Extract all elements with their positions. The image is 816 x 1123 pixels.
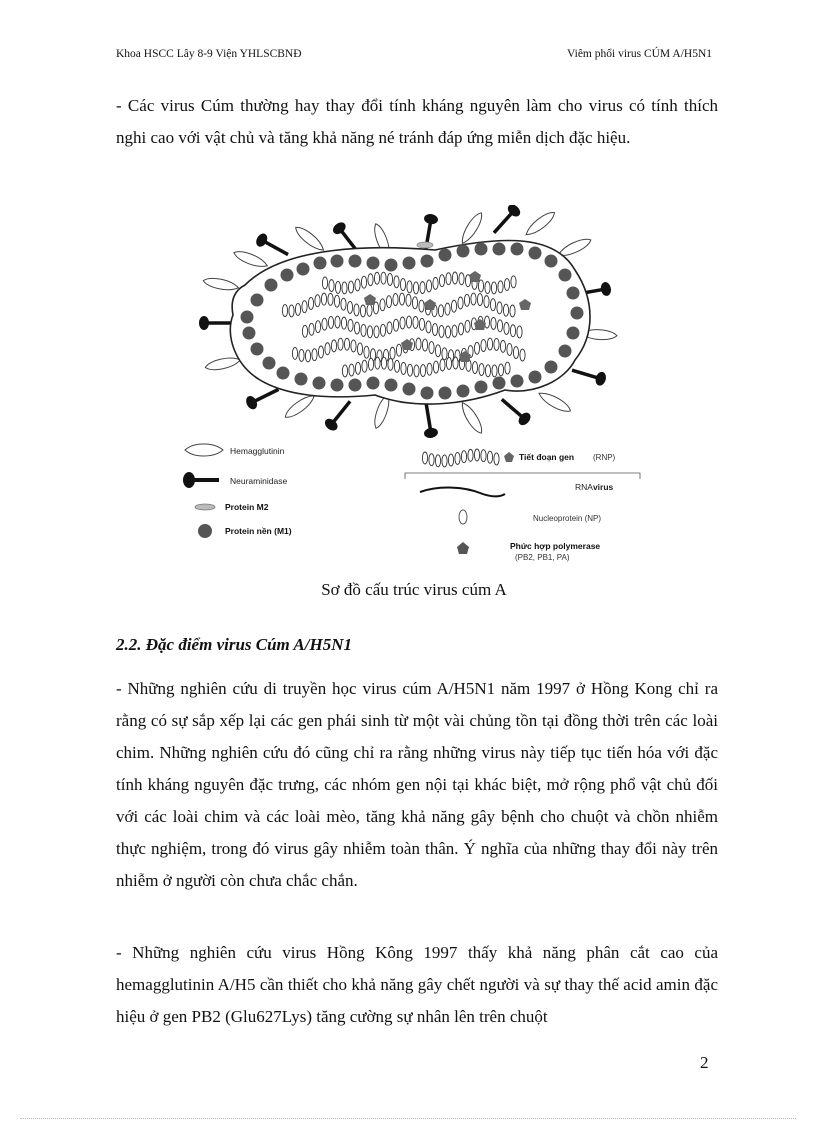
- protein-m1-dot: [281, 269, 294, 282]
- nucleoprotein-unit: [498, 364, 503, 376]
- protein-m1-dot: [403, 383, 416, 396]
- nucleoprotein-unit: [354, 304, 359, 316]
- nucleoprotein-unit: [374, 272, 379, 284]
- nucleoprotein-unit: [407, 364, 412, 376]
- protein-m1-dot: [331, 255, 344, 268]
- rna-strand-icon: [420, 488, 505, 497]
- legend-protein-m1: [198, 524, 292, 538]
- protein-m1-dot: [421, 255, 434, 268]
- polymerase-icon: [457, 542, 469, 554]
- nucleoprotein-unit: [368, 274, 373, 286]
- neuraminidase-spike: [199, 316, 234, 330]
- nucleoprotein-unit: [510, 325, 515, 337]
- protein-m1-dot: [349, 255, 362, 268]
- nucleoprotein-icon: [459, 510, 467, 524]
- nucleoprotein-unit: [429, 342, 434, 354]
- nucleoprotein-unit: [468, 449, 473, 461]
- nucleoprotein-unit: [295, 303, 300, 315]
- protein-m1-dot: [475, 243, 488, 256]
- nucleoprotein-unit: [504, 279, 509, 291]
- nucleoprotein-unit: [362, 360, 367, 372]
- nucleoprotein-unit: [429, 454, 434, 466]
- legend-neuraminidase-label: Neuraminidase: [230, 476, 288, 486]
- nucleoprotein-unit: [368, 358, 373, 370]
- hemagglutinin-spike: [202, 276, 239, 293]
- nucleoprotein-unit: [487, 451, 492, 463]
- nucleoprotein-unit: [442, 348, 447, 360]
- protein-m1-dot: [559, 269, 572, 282]
- nucleoprotein-unit: [445, 303, 450, 315]
- nucleoprotein-unit: [416, 338, 421, 350]
- nucleoprotein-unit: [335, 316, 340, 328]
- protein-m2-marker: [417, 242, 433, 248]
- paragraph-hongkong-1997: - Những nghiên cứu virus Hồng Kông 1997 thấy khả năng phân cắt cao của hemagglutinin A/H5 cần thiết cho khả năng gây chết người và sự thay thế acid amin đặc hiệu ở gen PB2 (Glu627Lys) tăng cường sự nhân lên trên chuột: [116, 943, 718, 1026]
- protein-m1-dot: [493, 377, 506, 390]
- nucleoprotein-unit: [305, 350, 310, 362]
- protein-m1-dot: [511, 375, 524, 388]
- nucleoprotein-unit: [361, 276, 366, 288]
- nucleoprotein-unit: [390, 347, 395, 359]
- nucleoprotein-unit: [442, 455, 447, 467]
- nucleoprotein-unit: [344, 338, 349, 350]
- protein-m1-dot: [367, 377, 380, 390]
- nucleoprotein-unit: [451, 300, 456, 312]
- legend-rnp-abbr: (RNP): [593, 453, 616, 462]
- nucleoprotein-unit: [432, 324, 437, 336]
- nucleoprotein-unit: [335, 281, 340, 293]
- nucleoprotein-unit: [427, 363, 432, 375]
- neuraminidase-spike: [419, 402, 438, 439]
- protein-m1-dot: [277, 367, 290, 380]
- nucleoprotein-unit: [419, 318, 424, 330]
- nucleoprotein-unit: [407, 281, 412, 293]
- nucleoprotein-unit: [357, 343, 362, 355]
- neuraminidase-icon: [183, 472, 219, 488]
- nucleoprotein-unit: [328, 293, 333, 305]
- legend-nucleoprotein-label: Nucleoprotein (NP): [533, 514, 602, 523]
- legend-polymerase-sub: (PB2, PB1, PA): [515, 553, 570, 562]
- figure-caption: Sơ đồ cấu trúc virus cúm A: [321, 580, 507, 599]
- nucleoprotein-unit: [292, 347, 297, 359]
- paragraph-intro: - Các virus Cúm thường hay thay đổi tính kháng nguyên làm cho virus có tính thích nghi cao với vật chủ và tăng khả năng né tránh đáp ứng miễn dịch đặc hiệu.: [116, 96, 718, 147]
- nucleoprotein-unit: [481, 450, 486, 462]
- protein-m1-dot: [251, 294, 264, 307]
- nucleoprotein-unit: [472, 362, 477, 374]
- rnp-polymerase-icon: [504, 452, 514, 462]
- protein-m1-dot: [545, 255, 558, 268]
- legend-neuraminidase: [183, 472, 287, 488]
- neuraminidase-spike: [497, 394, 533, 427]
- nucleoprotein-unit: [282, 305, 287, 317]
- nucleoprotein-unit: [394, 276, 399, 288]
- nucleoprotein-unit: [354, 322, 359, 334]
- nucleoprotein-unit: [471, 293, 476, 305]
- nucleoprotein-unit: [329, 280, 334, 292]
- legend-rna: [420, 482, 614, 497]
- nucleoprotein-unit: [413, 317, 418, 329]
- hemagglutinin-spike: [204, 355, 241, 372]
- nucleoprotein-unit: [452, 272, 457, 284]
- header-right-text: Viêm phổi virus CÚM A/H5N1: [567, 48, 712, 60]
- nucleoprotein-unit: [381, 272, 386, 284]
- neuraminidase-spike: [254, 232, 291, 261]
- nucleoprotein-unit: [453, 357, 458, 369]
- nucleoprotein-unit: [342, 282, 347, 294]
- legend-polymerase: [457, 541, 600, 562]
- nucleoprotein-unit: [401, 362, 406, 374]
- protein-m1-dot: [385, 259, 398, 272]
- protein-m1-dot: [403, 257, 416, 270]
- nucleoprotein-unit: [367, 326, 372, 338]
- nucleoprotein-unit: [504, 322, 509, 334]
- legend-rnp: [422, 449, 615, 467]
- nucleoprotein-unit: [481, 340, 486, 352]
- nucleoprotein-unit: [364, 346, 369, 358]
- nucleoprotein-unit: [458, 297, 463, 309]
- nucleoprotein-unit: [302, 301, 307, 313]
- page-number: 2: [700, 1053, 709, 1072]
- nucleoprotein-unit: [414, 365, 419, 377]
- protein-m1-dot: [567, 327, 580, 340]
- nucleoprotein-unit: [351, 340, 356, 352]
- nucleoprotein-unit: [422, 339, 427, 351]
- neuraminidase-spike: [489, 205, 523, 238]
- nucleoprotein-unit: [348, 281, 353, 293]
- nucleoprotein-unit: [308, 297, 313, 309]
- protein-m1-dot: [251, 343, 264, 356]
- nucleoprotein-unit: [477, 294, 482, 306]
- nucleoprotein-unit: [312, 349, 317, 361]
- neuraminidase-spike: [570, 363, 608, 386]
- nucleoprotein-unit: [513, 347, 518, 359]
- protein-m1-dot: [559, 345, 572, 358]
- protein-m1-dot: [265, 279, 278, 292]
- legend-rna-prefix: RNA: [575, 482, 593, 492]
- nucleoprotein-unit: [413, 282, 418, 294]
- nucleoprotein-unit: [497, 320, 502, 332]
- nucleoprotein-unit: [302, 325, 307, 337]
- protein-m1-dot: [457, 245, 470, 258]
- nucleoprotein-unit: [388, 358, 393, 370]
- legend-protein-m2: [195, 502, 269, 512]
- influenza-virus-diagram: [175, 205, 655, 580]
- nucleoprotein-unit: [328, 316, 333, 328]
- protein-m1-dot: [457, 385, 470, 398]
- nucleoprotein-unit: [331, 340, 336, 352]
- legend-nucleoprotein: [459, 510, 601, 524]
- nucleoprotein-unit: [511, 276, 516, 288]
- nucleoprotein-unit: [322, 277, 327, 289]
- nucleoprotein-unit: [341, 298, 346, 310]
- nucleoprotein-unit: [361, 324, 366, 336]
- protein-m1-dot: [475, 381, 488, 394]
- nucleoprotein-unit: [461, 451, 466, 463]
- hemagglutinin-icon: [185, 444, 223, 456]
- protein-m1-icon: [198, 524, 212, 538]
- nucleoprotein-unit: [289, 305, 294, 317]
- nucleoprotein-unit: [360, 305, 365, 317]
- nucleoprotein-unit: [347, 301, 352, 313]
- protein-m1-dot: [367, 257, 380, 270]
- nucleoprotein-unit: [478, 280, 483, 292]
- nucleoprotein-unit: [500, 340, 505, 352]
- nucleoprotein-unit: [299, 349, 304, 361]
- hemagglutinin-spike: [458, 210, 485, 246]
- legend-hemagglutinin-label: Hemagglutinin: [230, 446, 285, 456]
- protein-m1-dot: [529, 371, 542, 384]
- nucleoprotein-unit: [505, 362, 510, 374]
- legend-hemagglutinin: [185, 444, 285, 456]
- nucleoprotein-unit: [517, 326, 522, 338]
- nucleoprotein-unit: [419, 300, 424, 312]
- nucleoprotein-unit: [338, 338, 343, 350]
- nucleoprotein-unit: [497, 302, 502, 314]
- hemagglutinin-spike: [523, 209, 557, 239]
- protein-m1-dot: [243, 327, 256, 340]
- rnp-strand-icon: [422, 449, 499, 467]
- nucleoprotein-unit: [387, 273, 392, 285]
- nucleoprotein-unit: [455, 452, 460, 464]
- nucleoprotein-unit: [448, 454, 453, 466]
- nucleoprotein-unit: [348, 319, 353, 331]
- protein-m1-dot: [421, 387, 434, 400]
- nucleoprotein-unit: [426, 280, 431, 292]
- nucleoprotein-unit: [386, 296, 391, 308]
- nucleoprotein-unit: [510, 305, 515, 317]
- protein-m1-dot: [545, 361, 558, 374]
- protein-m1-dot: [567, 287, 580, 300]
- header-left-text: Khoa HSCC Lây 8-9 Viện YHLSCBNĐ: [116, 48, 302, 60]
- hemagglutinin-spike: [458, 400, 485, 436]
- nucleoprotein-unit: [503, 304, 508, 316]
- nucleoprotein-unit: [367, 304, 372, 316]
- nucleoprotein-unit: [452, 325, 457, 337]
- nucleoprotein-unit: [315, 321, 320, 333]
- nucleoprotein-unit: [459, 273, 464, 285]
- protein-m1-dot: [263, 357, 276, 370]
- protein-m1-dot: [331, 379, 344, 392]
- protein-m1-dot: [511, 243, 524, 256]
- nucleoprotein-unit: [484, 316, 489, 328]
- hemagglutinin-spike: [537, 389, 573, 415]
- nucleoprotein-unit: [487, 338, 492, 350]
- nucleoprotein-unit: [474, 449, 479, 461]
- nucleoprotein-unit: [325, 343, 330, 355]
- nucleoprotein-unit: [380, 299, 385, 311]
- page-header: [116, 48, 712, 66]
- nucleoprotein-unit: [374, 326, 379, 338]
- hemagglutinin-spike: [232, 248, 269, 270]
- nucleoprotein-unit: [355, 279, 360, 291]
- nucleoprotein-unit: [426, 321, 431, 333]
- nucleoprotein-unit: [375, 357, 380, 369]
- nucleoprotein-unit: [433, 361, 438, 373]
- protein-m1-dot: [571, 307, 584, 320]
- nucleoprotein-unit: [494, 338, 499, 350]
- nucleoprotein-unit: [318, 346, 323, 358]
- nucleoprotein-unit: [322, 318, 327, 330]
- nucleoprotein-unit: [484, 296, 489, 308]
- nucleoprotein-unit: [321, 293, 326, 305]
- nucleoprotein-unit: [490, 299, 495, 311]
- nucleoprotein-unit: [406, 294, 411, 306]
- nucleoprotein-unit: [420, 282, 425, 294]
- nucleoprotein-unit: [438, 305, 443, 317]
- nucleoprotein-unit: [400, 279, 405, 291]
- protein-m1-dot: [241, 311, 254, 324]
- legend-protein-m1-label: Protein nền (M1): [225, 526, 292, 536]
- nucleoprotein-unit: [396, 344, 401, 356]
- nucleoprotein-unit: [422, 452, 427, 464]
- nucleoprotein-unit: [412, 297, 417, 309]
- nucleoprotein-unit: [439, 275, 444, 287]
- nucleoprotein-unit: [479, 364, 484, 376]
- nucleoprotein-unit: [355, 362, 360, 374]
- protein-m1-dot: [295, 373, 308, 386]
- protein-m1-dot: [529, 247, 542, 260]
- nucleoprotein-unit: [445, 326, 450, 338]
- nucleoprotein-unit: [485, 365, 490, 377]
- nucleoprotein-unit: [435, 455, 440, 467]
- nucleoprotein-unit: [315, 295, 320, 307]
- nucleoprotein-unit: [440, 359, 445, 371]
- nucleoprotein-unit: [433, 277, 438, 289]
- nucleoprotein-unit: [439, 325, 444, 337]
- nucleoprotein-unit: [435, 345, 440, 357]
- nucleoprotein-unit: [491, 317, 496, 329]
- nucleoprotein-unit: [393, 319, 398, 331]
- nucleoprotein-unit: [380, 324, 385, 336]
- protein-m1-dot: [439, 249, 452, 262]
- nucleoprotein-unit: [387, 322, 392, 334]
- protein-m1-dot: [314, 257, 327, 270]
- nucleoprotein-unit: [494, 453, 499, 465]
- protein-m1-dot: [349, 379, 362, 392]
- nucleoprotein-unit: [406, 316, 411, 328]
- nucleoprotein-unit: [309, 323, 314, 335]
- nucleoprotein-unit: [446, 357, 451, 369]
- nucleoprotein-unit: [464, 294, 469, 306]
- nucleoprotein-unit: [349, 364, 354, 376]
- paragraph-genetics: - Những nghiên cứu di truyền học virus cúm A/H5N1 năm 1997 ở Hồng Kong chỉ ra rằng có sự sắp xếp lại các gen phái sinh từ một vài chủng tồn tại đồng thời trên các loài chim. Những nghiên cứu đó cũng chỉ ra rằng những virus này tiếp tục tiến hóa với đặc tính kháng nguyên đặc trưng, các nhóm gen nội tại khác biệt, mở rộng phổ vật chủ đối với các loài chim và các loài mèo, tăng khả năng gây bệnh cho chuột và chồn nhiễm thực nghiệm, trong đó virus gây nhiễm toàn thân. Ý nghĩa của những thay đổi này trên nhiễm ở người còn chưa chắc chắn.: [116, 679, 718, 890]
- neuraminidase-spike: [323, 397, 356, 433]
- nucleoprotein-unit: [485, 282, 490, 294]
- nucleoprotein-unit: [342, 365, 347, 377]
- nucleoprotein-unit: [394, 360, 399, 372]
- nucleoprotein-unit: [520, 349, 525, 361]
- nucleoprotein-unit: [334, 295, 339, 307]
- section-heading: 2.2. Đặc điểm virus Cúm A/H5N1: [116, 635, 352, 654]
- legend-polymerase-label: Phức hợp polymerase: [510, 541, 601, 551]
- protein-m2-icon: [195, 504, 215, 510]
- nucleoprotein-unit: [399, 293, 404, 305]
- nucleoprotein-unit: [393, 294, 398, 306]
- protein-m1-dot: [385, 379, 398, 392]
- nucleoprotein-unit: [492, 365, 497, 377]
- nucleoprotein-unit: [420, 365, 425, 377]
- nucleoprotein-unit: [341, 317, 346, 329]
- protein-m1-dot: [439, 387, 452, 400]
- legend-bracket: [405, 473, 640, 479]
- hemagglutinin-spike: [293, 224, 327, 254]
- nucleoprotein-unit: [381, 357, 386, 369]
- svg-text:RNAvirus: [575, 482, 614, 492]
- nucleoprotein-unit: [465, 320, 470, 332]
- nucleoprotein-unit: [458, 323, 463, 335]
- nucleoprotein-unit: [491, 282, 496, 294]
- protein-m1-dot: [493, 243, 506, 256]
- nucleoprotein-unit: [498, 281, 503, 293]
- protein-m1-dot: [313, 377, 326, 390]
- legend-protein-m2-label: Protein M2: [225, 502, 269, 512]
- footer-divider: [20, 1118, 796, 1119]
- nucleoprotein-unit: [446, 273, 451, 285]
- protein-m1-dot: [297, 263, 310, 276]
- nucleoprotein-unit: [400, 317, 405, 329]
- nucleoprotein-unit: [507, 343, 512, 355]
- nucleoprotein-unit: [474, 342, 479, 354]
- legend-rna-suffix: virus: [592, 482, 614, 492]
- legend-rnp-label: Tiết đoạn gen: [519, 452, 575, 462]
